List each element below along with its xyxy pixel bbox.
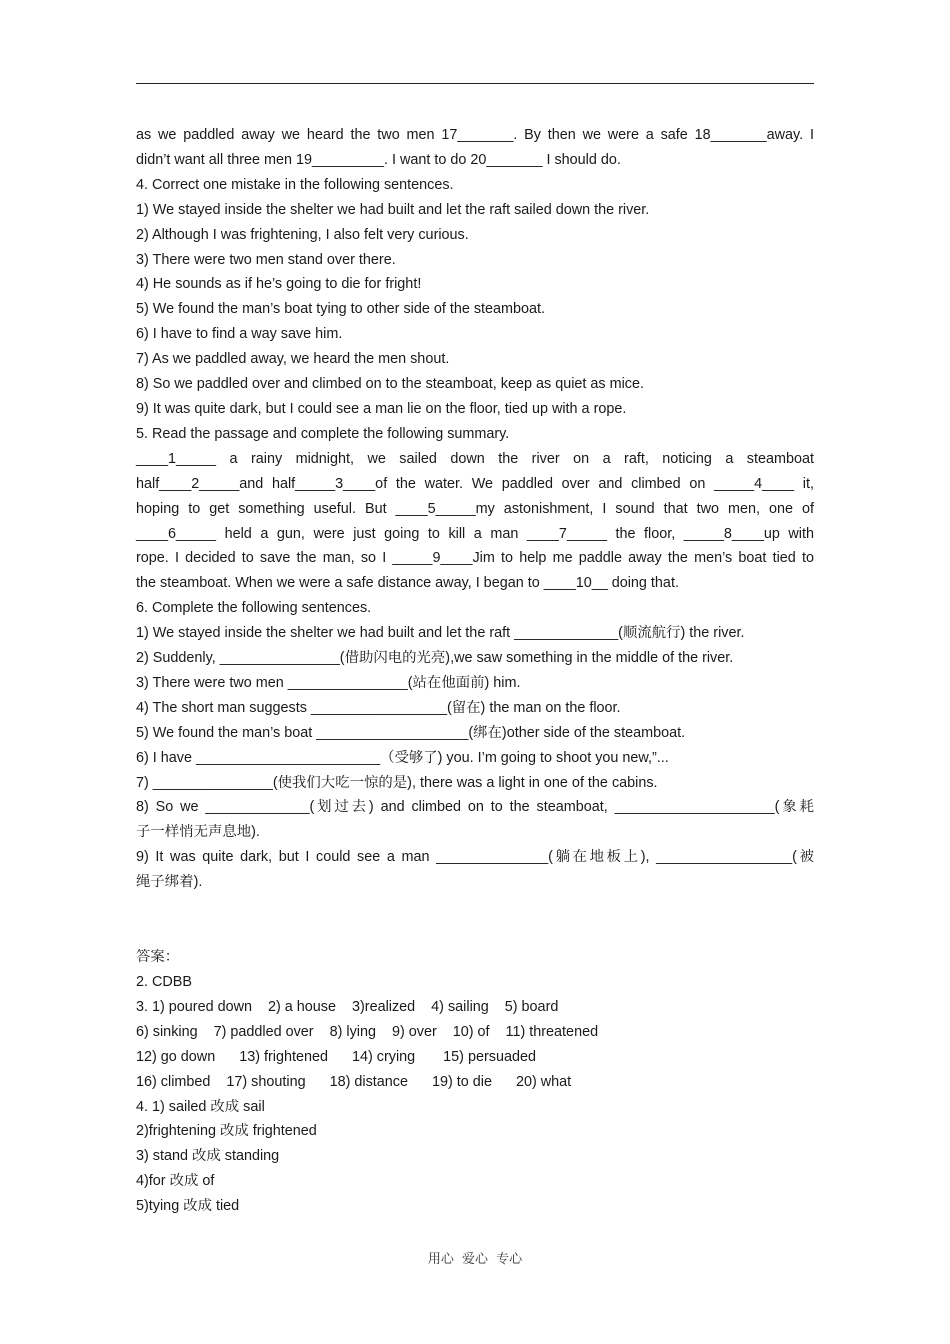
- answer-line: 12) go down 13) frightened 14) crying 15) persuaded: [136, 1048, 536, 1065]
- list-item: 2) Suddenly, _______________(借助闪电的光亮),we saw something in the middle of the river.: [136, 650, 734, 667]
- list-item: 9) It was quite dark, but I could see a man lie on the floor, tied up with a rope.: [136, 400, 627, 417]
- list-item: 8) So we paddled over and climbed on to the steamboat, keep as quiet as mice.: [136, 376, 644, 393]
- text-line: didn’t want all three men 19_________. I want to do 20_______ I should do.: [136, 151, 621, 168]
- summary-line: hoping to get something useful. But ____5_____my astonishment, I sound that two men, one of: [136, 500, 814, 517]
- spacer: [136, 895, 814, 945]
- section-5-title: 5. Read the passage and complete the following summary.: [136, 425, 510, 442]
- section-4-title: 4. Correct one mistake in the following sentences.: [136, 176, 454, 193]
- answer-line: 3) stand 改成 standing: [136, 1148, 280, 1165]
- header-rule: [136, 83, 814, 84]
- list-item: 5) We found the man’s boat ___________________(绑在)other side of the steamboat.: [136, 724, 686, 741]
- page-footer: 用心 爱心 专心: [427, 1252, 523, 1267]
- answer-line: 2. CDBB: [136, 974, 192, 990]
- list-item-continuation: 子一样悄无声息地).: [136, 824, 260, 841]
- list-item: 3) There were two men _______________(站在他面前) him.: [136, 674, 521, 691]
- list-item: 2) Although I was frightening, I also felt very curious.: [136, 226, 469, 243]
- text-line: as we paddled away we heard the two men 17_______. By then we were a safe 18_______away. I: [136, 127, 814, 143]
- list-item: 4) The short man suggests _________________(留在) the man on the floor.: [136, 699, 621, 716]
- list-item: 8) So we _____________(划过去) and climbed on to the steamboat, ____________________(象耗: [136, 799, 814, 816]
- answer-line: 5)tying 改成 tied: [136, 1198, 240, 1215]
- list-item-continuation: 绳子绑着).: [136, 874, 203, 891]
- section-6-title: 6. Complete the following sentences.: [136, 600, 372, 617]
- list-item: 9) It was quite dark, but I could see a man ______________(躺在地板上), _________________(被: [136, 849, 814, 866]
- list-item: 6) I have _______________________（受够了) you. I’m going to shoot you new,”...: [136, 749, 669, 766]
- answer-line: 2)frightening 改成 frightened: [136, 1123, 317, 1140]
- summary-line: the steamboat. When we were a safe distance away, I began to ____10__ doing that.: [136, 575, 679, 592]
- answer-line: 4)for 改成 of: [136, 1173, 215, 1190]
- answer-line: 6) sinking 7) paddled over 8) lying 9) over 10) of 11) threatened: [136, 1023, 599, 1040]
- answer-line: 4. 1) sailed 改成 sail: [136, 1098, 265, 1115]
- list-item: 4) He sounds as if he’s going to die for fright!: [136, 276, 422, 293]
- list-item: 6) I have to find a way save him.: [136, 326, 343, 343]
- document-body: [136, 123, 814, 1219]
- answer-line: 16) climbed 17) shouting 18) distance 19) to die 20) what: [136, 1073, 572, 1090]
- answer-line: 3. 1) poured down 2) a house 3)realized 4) sailing 5) board: [136, 998, 559, 1015]
- list-item: 1) We stayed inside the shelter we had built and let the raft _____________(顺流航行) the river.: [136, 625, 745, 642]
- list-item: 1) We stayed inside the shelter we had built and let the raft sailed down the river.: [136, 201, 650, 218]
- summary-line: half____2_____and half_____3____of the water. We paddled over and climbed on _____4____ it,: [136, 475, 814, 492]
- summary-line: ____6_____ held a gun, were just going to kill a man ____7_____ the floor, _____8____up with: [136, 525, 814, 542]
- answers-title: 答案：: [136, 949, 180, 966]
- list-item: 3) There were two men stand over there.: [136, 251, 396, 268]
- summary-line: rope. I decided to save the man, so I _____9____Jim to help me paddle away the men’s boat tied to: [136, 550, 814, 567]
- list-item: 7) _______________(使我们大吃一惊的是), there was a light in one of the cabins.: [136, 774, 658, 791]
- list-item: 7) As we paddled away, we heard the men shout.: [136, 351, 450, 368]
- list-item: 5) We found the man’s boat tying to other side of the steamboat.: [136, 301, 546, 318]
- summary-line: ____1_____ a rainy midnight, we sailed down the river on a raft, noticing a steamboat: [136, 450, 814, 467]
